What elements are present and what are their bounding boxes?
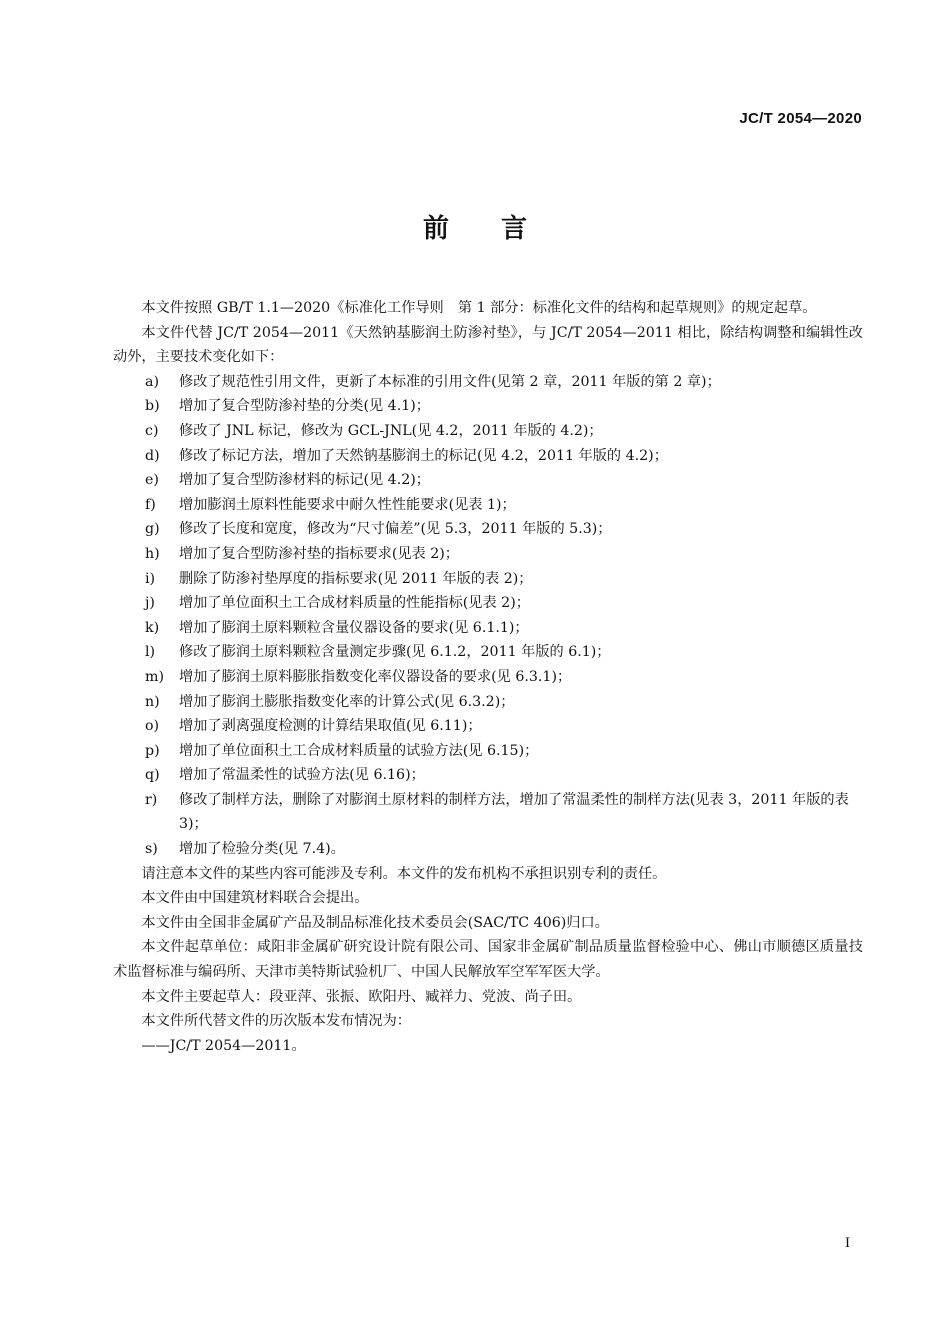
list-marker: e)	[145, 472, 159, 489]
list-item-text: 修改了制样方法，删除了对膨润土原材料的制样方法，增加了常温柔性的制样方法(见表 3，2011 年版的表 3)；	[179, 791, 849, 833]
list-item	[113, 394, 863, 419]
list-item	[113, 763, 863, 788]
list-item-text: 修改了长度和宽度，修改为“尺寸偏差”(见 5.3，2011 年版的 5.3)；	[179, 521, 612, 538]
list-marker: o)	[145, 718, 160, 735]
document-body	[113, 296, 863, 1058]
intro-paragraph: 本文件代替 JC/T 2054—2011《天然钠基膨润土防渗衬垫》，与 JC/T 2054—2011 相比，除结构调整和编辑性改动外，主要技术变化如下：	[113, 324, 863, 366]
list-marker: l)	[145, 644, 156, 661]
list-marker: p)	[145, 742, 160, 759]
list-marker: d)	[145, 447, 160, 464]
standard-code: JC/T 2054—2020	[739, 110, 862, 127]
list-item	[113, 517, 863, 542]
list-item-text: 增加了检验分类(见 7.4)。	[179, 841, 345, 858]
list-item-text: 增加了复合型防渗衬垫的分类(见 4.1)；	[179, 398, 430, 415]
version-history-item: ——JC/T 2054—2011。	[141, 1037, 306, 1054]
page-title: 前言	[422, 214, 579, 244]
list-marker: f)	[145, 496, 156, 513]
list-item	[113, 468, 863, 493]
list-marker: k)	[145, 619, 160, 636]
list-item-text: 增加了膨润土膨胀指数变化率的计算公式(见 6.3.2)；	[179, 693, 515, 710]
list-marker: r)	[145, 791, 158, 808]
list-marker: m)	[145, 668, 164, 685]
list-item	[113, 444, 863, 469]
list-marker: q)	[145, 767, 160, 784]
intro-paragraph: 本文件按照 GB/T 1.1—2020《标准化工作导则 第 1 部分：标准化文件的结构和起草规则》的规定起草。	[141, 300, 817, 316]
list-item-text: 修改了规范性引用文件，更新了本标准的引用文件(见第 2 章，2011 年版的第 2 章)；	[179, 373, 721, 390]
list-item-text: 增加了复合型防渗衬垫的指标要求(见表 2)；	[179, 545, 459, 562]
list-item-text: 增加了复合型防渗材料的标记(见 4.2)；	[179, 472, 430, 489]
list-item-text: 修改了 JNL 标记，修改为 GCL-JNL(见 4.2，2011 年版的 4.2)；	[179, 422, 603, 439]
list-item	[113, 370, 863, 395]
list-marker: a)	[145, 373, 159, 390]
list-item-text: 增加了单位面积土工合成材料质量的性能指标(见表 2)；	[179, 595, 530, 612]
main-drafters: 本文件主要起草人：段亚萍、张振、欧阳丹、臧祥力、党波、尚子田。	[141, 988, 582, 1005]
proposer-statement: 本文件由中国建筑材料联合会提出。	[141, 890, 369, 907]
page-number: I	[845, 1235, 850, 1251]
list-item	[113, 665, 863, 690]
list-item-text: 增加了膨润土原料颗粒含量仪器设备的要求(见 6.1.1)；	[179, 619, 529, 636]
list-item	[113, 493, 863, 518]
list-item-text: 修改了标记方法，增加了天然钠基膨润土的标记(见 4.2，2011 年版的 4.2)；	[179, 447, 668, 464]
list-item	[113, 788, 863, 837]
list-marker: s)	[145, 841, 158, 858]
list-item-text: 增加了单位面积土工合成材料质量的试验方法(见 6.15)；	[179, 742, 539, 759]
list-item-text: 修改了膨润土原料颗粒含量测定步骤(见 6.1.2，2011 年版的 6.1)；	[179, 644, 611, 661]
committee-statement: 本文件由全国非金属矿产品及制品标准化技术委员会(SAC/TC 406)归口。	[141, 914, 609, 931]
list-item	[113, 567, 863, 592]
list-item-text: 删除了防渗衬垫厚度的指标要求(见 2011 年版的表 2)；	[179, 570, 533, 587]
list-marker: i)	[145, 570, 156, 587]
list-marker: b)	[145, 398, 160, 415]
drafting-units: 本文件起草单位：咸阳非金属矿研究设计院有限公司、国家非金属矿制品质量监督检验中心、佛山市顺德区质量技术监督标准与编码所、天津市美特斯试验机厂、中国人民解放军空军军医大学。	[113, 939, 863, 981]
list-item	[113, 542, 863, 567]
patent-notice: 请注意本文件的某些内容可能涉及专利。本文件的发布机构不承担识别专利的责任。	[141, 865, 667, 882]
list-marker: g)	[145, 521, 160, 538]
list-item	[113, 714, 863, 739]
list-item	[113, 739, 863, 764]
list-item	[113, 837, 863, 862]
list-item-text: 增加了剥离强度检测的计算结果取值(见 6.11)；	[179, 718, 482, 735]
list-item	[113, 616, 863, 641]
list-marker: c)	[145, 422, 159, 439]
list-marker: n)	[145, 693, 160, 710]
list-item	[113, 591, 863, 616]
list-item-text: 增加了常温柔性的试验方法(见 6.16)；	[179, 767, 425, 784]
list-item	[113, 690, 863, 715]
version-history-intro: 本文件所代替文件的历次版本发布情况为：	[141, 1013, 411, 1030]
list-marker: j)	[145, 595, 155, 612]
technical-changes-list	[113, 370, 863, 862]
list-item-text: 增加膨润土原料性能要求中耐久性性能要求(见表 1)；	[179, 496, 516, 513]
list-marker: h)	[145, 545, 160, 562]
list-item	[113, 640, 863, 665]
list-item-text: 增加了膨润土原料膨胀指数变化率仪器设备的要求(见 6.3.1)；	[179, 668, 572, 685]
list-item	[113, 419, 863, 444]
